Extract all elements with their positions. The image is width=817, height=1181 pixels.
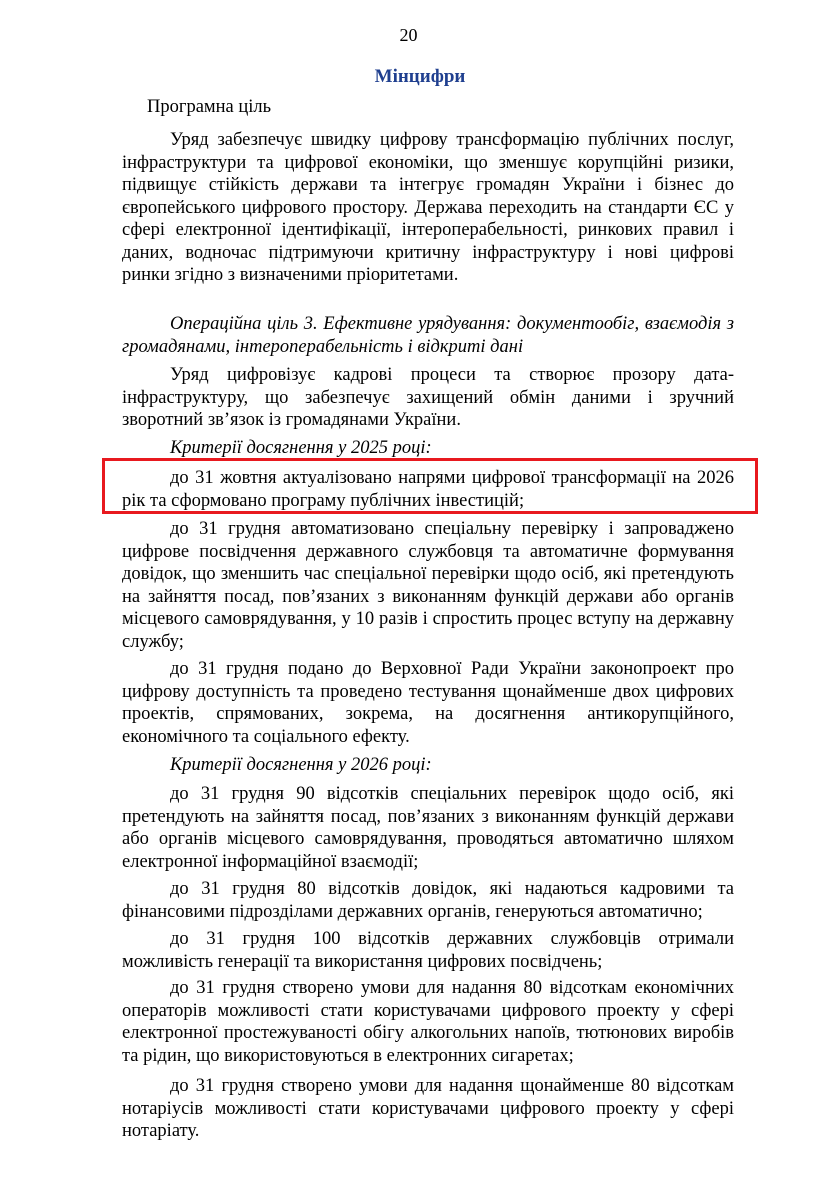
criteria-2026-heading: Критерії досягнення у 2026 році: [170, 755, 432, 775]
criteria-2026-item: до 31 грудня 100 відсотків державних службовців отримали можливість генерації та використання цифрових посвідчень; [122, 929, 734, 972]
ministry-heading: Мінцифри [374, 66, 466, 87]
criteria-2026-item: до 31 грудня 90 відсотків спеціальних перевірок щодо осіб, які претендують на зайняття посад, пов’язаних з виконанням функцій держави або органів місцевого самоврядування, проводяться автоматично шляхом електронної інформаційної взаємодії; [122, 784, 734, 872]
criteria-2025-heading: Критерії досягнення у 2025 році: [170, 438, 432, 458]
page-number: 20 [399, 25, 418, 45]
program-goal-label: Програмна ціль [147, 97, 272, 117]
criteria-2026-item: до 31 грудня створено умови для надання 80 відсоткам економічних операторів можливості стати користувачами цифрового проекту у сфері електронної простежуваності обігу алкогольних напоїв, тютюнових виробів та рідин, що використовуються в електронних сигаретах; [122, 978, 734, 1066]
criteria-2026-item: до 31 грудня створено умови для надання щонайменше 80 відсоткам нотаріусів можливості стати користувачами цифрового проекту у сфері нотаріату. [122, 1076, 734, 1141]
criteria-2026-item: до 31 грудня 80 відсотків довідок, які надаються кадровими та фінансовими підрозділами державних органів, генеруються автоматично; [122, 879, 734, 922]
criteria-2025-item: до 31 жовтня актуалізовано напрями цифрової трансформації на 2026 рік та сформовано програму публічних інвестицій; [122, 468, 734, 511]
criteria-2025-item: до 31 грудня подано до Верховної Ради України законопроект про цифрову доступність та проведено тестування щонайменше двох цифрових проектів, спрямованих, зокрема, на досягнення антикорупційного, економічного та соціального ефекту. [122, 659, 734, 747]
operational-goal-text: Уряд цифровізує кадрові процеси та створює прозору дата-інфраструктуру, що забезпечує захищений обмін даними і зручний зворотний зв’язок із громадянами України. [122, 365, 734, 430]
criteria-2025-item: до 31 грудня автоматизовано спеціальну перевірку і запроваджено цифрове посвідчення державного службовця та автоматичне формування довідок, що зменшить час спеціальної перевірки щодо осіб, які претендують на зайняття посад, пов’язаних з виконанням функцій держави або органів місцевого самоврядування, у 10 разів і спростить процес вступу на державну службу; [122, 519, 734, 652]
highlight-box [102, 458, 758, 514]
program-goal-text: Уряд забезпечує швидку цифрову трансформацію публічних послуг, інфраструктури та цифрової економіки, що зменшує корупційні ризики, підвищує стійкість держави та інтегрує громадян України і бізнес до європейського цифрового простору. Держава переходить на стандарти ЄС у сфері електронної ідентифікації, інтероперабельності, ринкових правил і даних, водночас підтримуючи критичну інфраструктуру і нові цифрові ринки згідно з визначеними пріоритетами. [122, 130, 734, 285]
operational-goal-title: Операційна ціль 3. Ефективне урядування: документообіг, взаємодія з громадянами, інтероперабельність і відкриті дані [122, 314, 734, 357]
